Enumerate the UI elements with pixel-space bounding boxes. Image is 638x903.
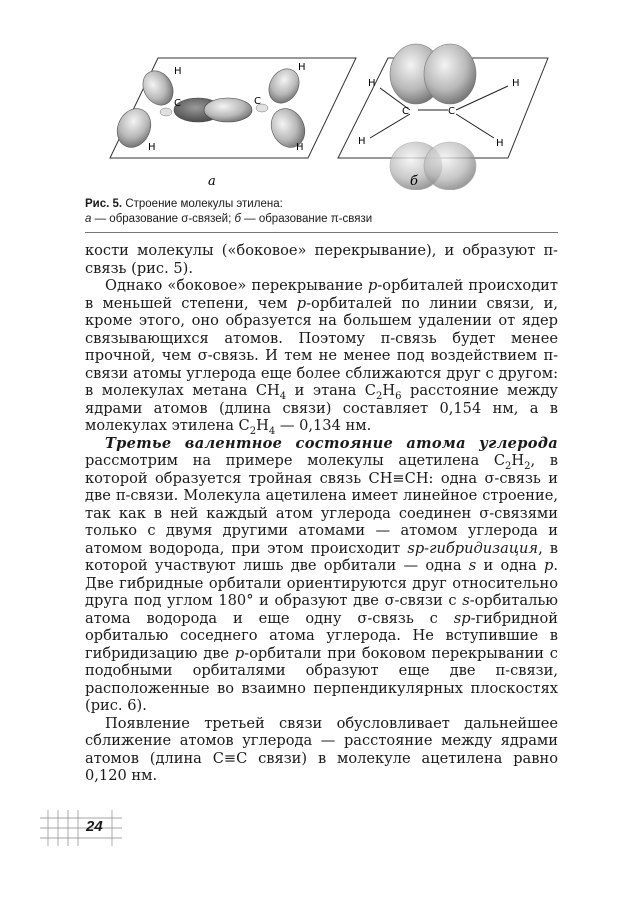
caption-line-1	[85, 197, 565, 212]
italic-span: sp	[453, 609, 471, 627]
subscript: 4	[268, 425, 276, 437]
page-number: 24	[86, 818, 103, 835]
subscript: 2	[249, 425, 257, 437]
page-number-grid	[40, 810, 122, 846]
subscript: 2	[524, 460, 531, 472]
text-span: Однако «боковое» перекрывание	[105, 277, 368, 294]
atom-h-label: H	[512, 78, 520, 89]
text-span: расстояние между ядрами атомов (длина связи) составляет 0,154 нм, а в молекулах этилена C	[85, 382, 559, 434]
subscript: 2	[375, 390, 383, 402]
atom-h-label: H	[496, 138, 504, 149]
atom-h-label: H	[358, 136, 366, 147]
caption-title-rest: Строение молекулы этилена:	[122, 198, 283, 210]
text-span: -орбиталей по линии связи, и, кроме этого, оно образуется на большем удалении от ядер связывающихся атомов. Поэтому π-связь будет менее прочной, чем σ-связь. И тем не менее под воздействием π-связи атомы углерода еще более сближаются друг с другом: в молекулах метана CH	[85, 294, 559, 399]
italic-span: s	[468, 557, 477, 574]
text-span: и одна	[476, 557, 545, 574]
text-span: рассмотрим на примере молекулы ацетилена C	[85, 452, 506, 469]
cc-orbital-shape	[204, 98, 252, 122]
ch-bond-line	[370, 114, 410, 138]
pi-orbital-shape	[424, 142, 476, 190]
caption-b: б	[234, 213, 241, 225]
text-span: -орбиталью атома водорода и еще одну σ-связь с	[85, 592, 558, 627]
subscript: 6	[395, 390, 402, 402]
caption-divider	[85, 232, 558, 233]
figure-panel-a	[110, 58, 356, 189]
atom-h-label: H	[368, 78, 376, 89]
caption-line-2	[85, 212, 565, 227]
text-span: , в которой образуется тройная связь CH≡CH: одна σ-связь и две π-связи. Молекула ацетилена имеет линейное строение, так как в ней каждый атом углерода соединен σ-связями только с двумя другими атомами — атомом углерода и атомом водорода, при этом происходит	[85, 452, 558, 557]
italic-span: р	[296, 294, 307, 312]
atom-h-label: H	[296, 142, 304, 153]
text-span: -орбиталей происходит в меньшей степени, чем	[85, 277, 558, 312]
section-heading: Третье валентное состояние атома углерода	[105, 434, 558, 452]
caption-title: Рис. 5.	[85, 198, 123, 210]
text-span: — 0,134 нм.	[275, 417, 372, 434]
paragraph-2	[85, 277, 558, 435]
atom-c-label: C	[448, 106, 455, 117]
figure-caption	[85, 197, 565, 227]
atom-h-label: H	[148, 142, 156, 153]
caption-mid: — образование σ-связей;	[91, 213, 235, 225]
text-span: -орбитали при боковом перекрывании с подобными орбиталями образуют еще две π-связи, расположенные во взаимно перпендикулярных плоскостях (рис. 6).	[85, 644, 558, 714]
ethylene-structure-figure	[88, 40, 558, 190]
panel-a-label: а	[208, 174, 216, 189]
italic-span: sp-гибридизация	[407, 539, 539, 557]
atom-c-label: C	[402, 106, 409, 117]
atom-h-label: H	[174, 66, 182, 77]
text-span: H	[382, 382, 396, 399]
paragraph-3	[85, 435, 558, 715]
atom-c-label: C	[174, 98, 181, 109]
h-orbital-shape	[137, 65, 179, 110]
caption-end: — образование π-связи	[240, 213, 373, 225]
italic-span: р	[234, 644, 245, 662]
text-span: H	[256, 417, 269, 434]
text-span: . Две гибридные орбитали ориентируются друг относительно друга под углом 180° и образуют две σ-связи с	[85, 557, 558, 609]
subscript: 2	[505, 460, 512, 472]
italic-span: s	[462, 592, 470, 609]
pi-orbital-shape	[424, 44, 476, 104]
italic-span: р	[544, 557, 554, 574]
paragraph-4: Появление третьей связи обусловливает дальнейшее сближение атомов углерода — расстояние между ядрами атомов (длина C≡C связи) в молекуле ацетилена равно 0,120 нм.	[85, 714, 558, 784]
atom-c-label: C	[254, 96, 261, 107]
figure-panel-b	[338, 44, 548, 190]
hybrid-orbital-shape	[265, 103, 311, 153]
text-span: H	[511, 452, 525, 469]
paragraph-1: кости молекулы («боковое» перекрывание), и образуют π-связь (рис. 5).	[85, 242, 558, 277]
panel-b-label: б	[410, 174, 418, 189]
caption-a: а	[85, 213, 92, 225]
subscript: 4	[279, 390, 287, 402]
italic-span: р	[368, 277, 378, 294]
body-text	[85, 242, 558, 785]
ch-bond-line	[456, 114, 494, 138]
atom-h-label: H	[298, 62, 306, 73]
text-span: , в которой участвуют лишь две орбитали — одна	[85, 539, 558, 574]
text-span: -гибридной орбиталью соседнего атома углерода. Не вступившие в гибридизацию две	[85, 609, 558, 662]
text-span: и этана C	[286, 382, 376, 399]
back-lobe-shape	[160, 108, 172, 116]
